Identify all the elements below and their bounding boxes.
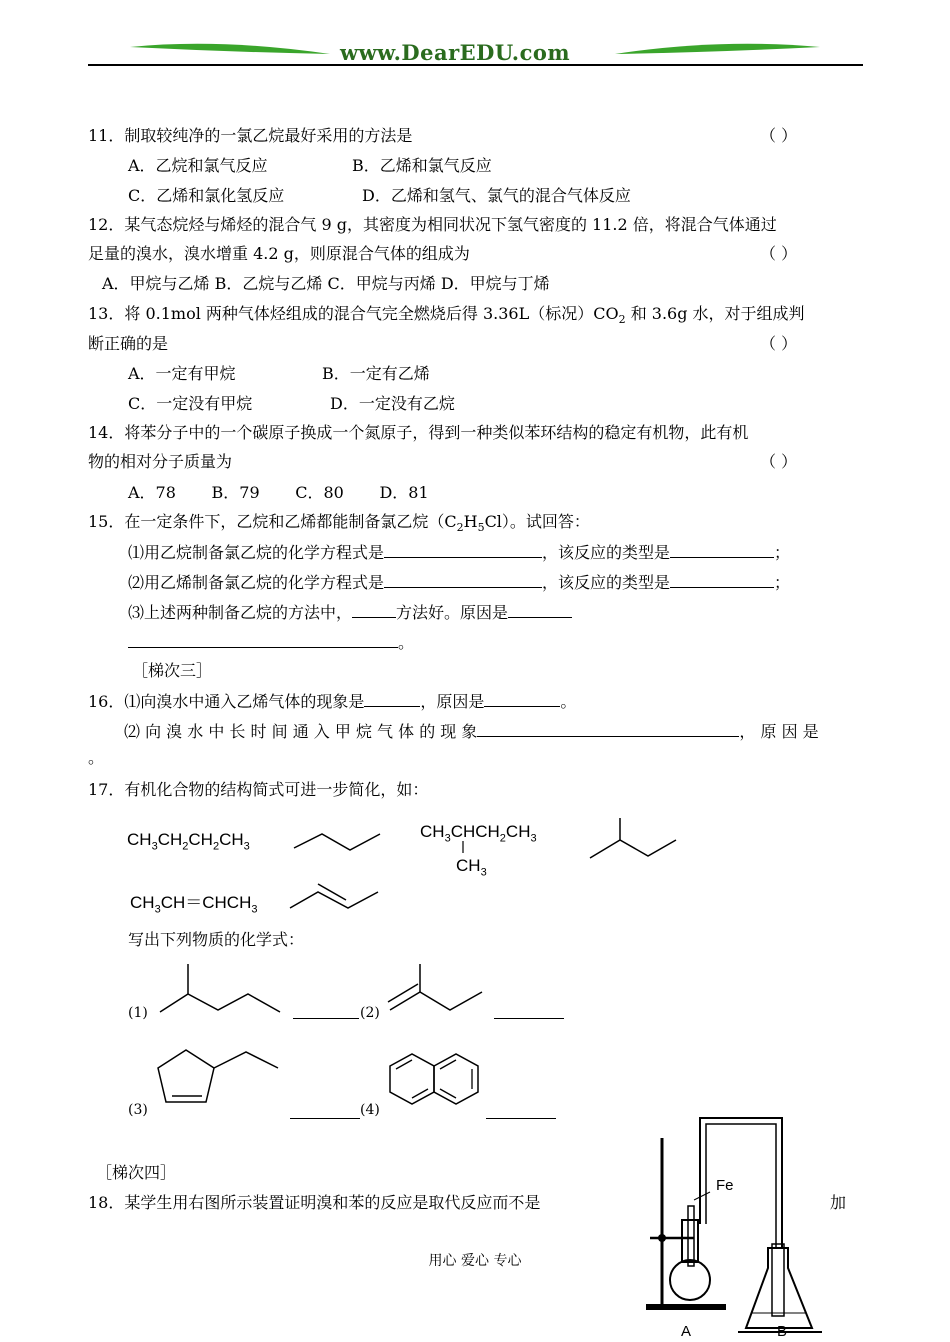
answer-blank[interactable] [293, 1003, 359, 1019]
answer-blank[interactable] [670, 572, 774, 588]
q17-answer-2 [494, 1003, 564, 1024]
answer-blank[interactable] [508, 602, 572, 618]
q15-part1: ⑴用乙烷制备氯乙烷的化学方程式是 ，该反应的类型是 ； [128, 543, 791, 562]
q13-bracket: （ ） [760, 334, 798, 353]
apparatus-diagram [642, 1108, 832, 1338]
q15-part3: ⑶上述两种制备乙烷的方法中， 方法好。原因是 [128, 602, 572, 623]
q17-label-3: (3) [128, 1102, 148, 1118]
skeletal-structure-3 [154, 1046, 284, 1106]
answer-blank[interactable] [494, 1003, 564, 1019]
q13-option-a: A．一定有甲烷 [128, 364, 236, 383]
q12-line1: 12．某气态烷烃与烯烃的混合气 9 g，其密度为相同状况下氢气密度的 11.2 倍，将混合气体通过 [88, 215, 777, 234]
header-rule [88, 64, 863, 66]
q11-option-d: D．乙烯和氢气、氯气的混合气体反应 [362, 186, 631, 205]
q13-option-d: D．一定没有乙烷 [330, 394, 455, 413]
formula-butane: $CH_3CH_2CH_2CH_3$ [127, 830, 250, 853]
q12-options: A．甲烷与乙烯 B．乙烷与乙烯 C．甲烷与丙烯 D．甲烷与丁烯 [102, 274, 550, 293]
footer-slogan: 用心 爱心 专心 [428, 1253, 522, 1269]
answer-blank[interactable] [364, 691, 420, 707]
q17-label-4: (4) [360, 1102, 380, 1118]
q13-line1: 13．将 0.1mol 两种气体烃组成的混合气完全燃烧后得 3.36L（标况）$CO_2$ 和 3.6g 水，对于组成判 [88, 304, 805, 327]
q14-bracket: （ ） [760, 452, 798, 471]
q15-stem: 15．在一定条件下，乙烷和乙烯都能制备氯乙烷$(C_2H_5Cl)$。试回答： [88, 512, 590, 535]
q17-answer-1 [293, 1003, 359, 1024]
q11-option-c: C．乙烯和氯化氢反应 [128, 186, 285, 205]
q11-option-b: B．乙烯和氯气反应 [352, 156, 492, 175]
q17-instruction: 写出下列物质的化学式： [128, 930, 305, 949]
left-leaf-swoosh [130, 44, 330, 54]
formula-2-butene: $CH_3CH=CHCH_3$ [130, 893, 258, 916]
q15-part2: ⑵用乙烯制备氯乙烷的化学方程式是 ，该反应的类型是 ； [128, 573, 791, 592]
q17-stem: 17．有机化合物的结构简式可进一步简化，如： [88, 780, 429, 799]
q11-option-a: A．乙烷和氯气反应 [128, 156, 268, 175]
q13-option-c: C．一定没有甲烷 [128, 394, 253, 413]
q14-options: A．78 B．79 C．80 D．81 [128, 483, 429, 502]
q16-part1: 16．⑴向溴水中通入乙烯气体的现象是 ，原因是 。 [88, 692, 577, 711]
skeletal-butane [292, 826, 392, 866]
answer-blank[interactable] [477, 721, 739, 737]
skeletal-isopentane [590, 816, 690, 866]
formula-isopentane-branch: $CH_3$ [456, 856, 487, 879]
answer-blank[interactable] [384, 542, 542, 558]
answer-blank[interactable] [384, 572, 542, 588]
tier4-heading: ［梯次四］ [96, 1163, 177, 1182]
q12-bracket: （ ） [760, 244, 798, 263]
q13-line2: 断正确的是 [88, 334, 169, 353]
q12-line2: 足量的溴水，溴水增重 4.2 g，则原混合气体的组成为 [88, 244, 470, 263]
answer-blank[interactable] [670, 542, 774, 558]
q15-part3-cont: 。 [128, 632, 414, 653]
answer-blank[interactable] [486, 1103, 556, 1119]
q11-stem: 11．制取较纯净的一氯乙烷最好采用的方法是 [88, 126, 413, 145]
answer-blank[interactable] [128, 632, 398, 648]
skeletal-2-butene [288, 878, 378, 918]
q17-answer-3 [290, 1103, 360, 1124]
label-b: B [777, 1323, 788, 1340]
q13-option-b: B．一定有乙烯 [322, 364, 430, 383]
q17-answer-4 [486, 1103, 556, 1124]
answer-blank[interactable] [290, 1103, 360, 1119]
right-leaf-swoosh [615, 44, 820, 54]
q11-bracket: （ ） [760, 126, 798, 145]
label-a: A [681, 1323, 692, 1340]
skeletal-structure-2 [386, 962, 496, 1022]
branch-bond [462, 841, 466, 855]
q17-label-2: (2) [360, 1005, 380, 1021]
naphthalene-structure [386, 1050, 486, 1110]
q14-line1: 14．将苯分子中的一个碳原子换成一个氮原子，得到一种类似苯环结构的稳定有机物，此有机 [88, 423, 749, 442]
q18-stem: 18．某学生用右图所示装置证明溴和苯的反应是取代反应而不是 [88, 1193, 541, 1212]
site-logo-text: www.DearEDU.com [340, 40, 571, 65]
answer-blank[interactable] [352, 602, 396, 618]
q18-stem-tail: 加 [830, 1193, 847, 1212]
q16-part2: ⑵ 向 溴 水 中 长 时 间 通 入 甲 烷 气 体 的 现 象 ， 原 因 是 [124, 722, 819, 741]
formula-isopentane: $CH_3CHCH_2CH_3$ [420, 822, 537, 845]
q17-label-1: (1) [128, 1005, 148, 1021]
answer-blank[interactable] [484, 691, 560, 707]
q14-line2: 物的相对分子质量为 [88, 452, 233, 471]
skeletal-structure-1 [156, 962, 296, 1022]
tier3-heading: ［梯次三］ [132, 661, 213, 680]
label-fe: Fe [716, 1177, 734, 1194]
q16-part2-end: 。 [88, 748, 105, 767]
